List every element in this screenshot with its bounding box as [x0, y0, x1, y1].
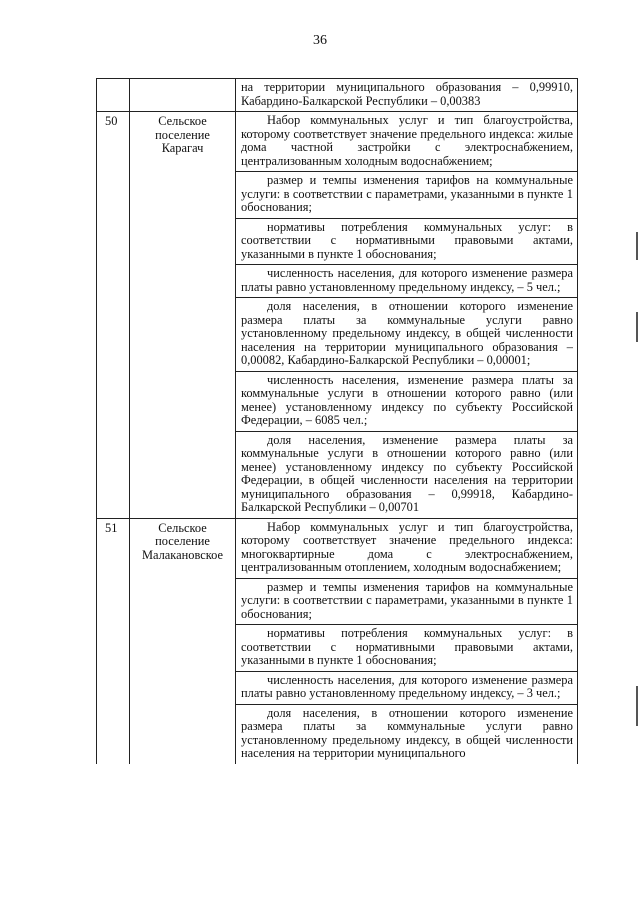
- detail-paragraph: доля населения, изменение размера платы за коммунальные услуги в отношении которого равно (или менее) установленному индексу по субъекту Российской Федерации, в общей численности населения на территории муниципального образования – 0,99918, Кабардино-Балкарской Республики – 0,00701: [241, 432, 573, 514]
- row-number: 51: [97, 518, 130, 764]
- detail-paragraph: нормативы потребления коммунальных услуг: в соответствии с нормативными правовыми актами, указанными в пункте 1 обоснования;: [236, 625, 577, 672]
- scan-edge-mark: [636, 686, 638, 726]
- detail-paragraph: на территории муниципального образования – 0,99910, Кабардино-Балкарской Республики – 0,00383: [241, 80, 573, 108]
- row-details: [236, 79, 578, 112]
- settlement-name: [130, 79, 236, 112]
- detail-paragraph: доля населения, в отношении которого изменение размера платы за коммунальные услуги равно установленному предельному индексу, в общей численности населения на территории муниципального: [241, 705, 573, 760]
- scan-edge-mark: [636, 312, 638, 342]
- detail-paragraph: Набор коммунальных услуг и тип благоустройства, которому соответствует значение предельного индекса: жилые дома частной застройки с электроснабжением, централизованным холодным водоснабжением;: [236, 112, 577, 172]
- table-row: [97, 112, 578, 519]
- detail-paragraph: численность населения, для которого изменение размера платы равно установленному предельному индексу, – 5 чел.;: [236, 265, 577, 298]
- detail-paragraph: Набор коммунальных услуг и тип благоустройства, которому соответствует значение предельного индекса: многоквартирные дома с электроснабжением, централизованным отоплением, холодным водоснабжением;: [236, 519, 577, 579]
- detail-paragraph: численность населения, изменение размера платы за коммунальные услуги в отношении которого равно (или менее) установленному индексу по субъекту Российской Федерации, – 6085 чел.;: [236, 372, 577, 432]
- detail-paragraph: нормативы потребления коммунальных услуг: в соответствии с нормативными правовыми актами, указанными в пункте 1 обоснования;: [236, 219, 577, 266]
- row-details: [236, 112, 578, 519]
- detail-paragraph: численность населения, для которого изменение размера платы равно установленному предельному индексу, – 3 чел.;: [236, 672, 577, 705]
- detail-paragraph: размер и темпы изменения тарифов на коммунальные услуги: в соответствии с параметрами, указанными в пункте 1 обоснования;: [236, 172, 577, 219]
- scan-edge-mark: [636, 232, 638, 260]
- table-row: [97, 79, 578, 112]
- settlement-name: Сельское поселение Малакановское: [130, 518, 236, 764]
- page-number: 36: [313, 33, 327, 48]
- row-details: [236, 518, 578, 764]
- table-row: [97, 518, 578, 764]
- detail-paragraph: доля населения, в отношении которого изменение размера платы за коммунальные услуги равно установленному предельному индексу, в общей численности населения на территории муниципального образования – 0,00082, Кабардино-Балкарской Республики – 0,00001;: [236, 298, 577, 372]
- row-number: [97, 79, 130, 112]
- settlement-name: Сельское поселение Карагач: [130, 112, 236, 519]
- detail-paragraph: размер и темпы изменения тарифов на коммунальные услуги: в соответствии с параметрами, указанными в пункте 1 обоснования;: [236, 579, 577, 626]
- settlements-table: [96, 78, 578, 764]
- row-number: 50: [97, 112, 130, 519]
